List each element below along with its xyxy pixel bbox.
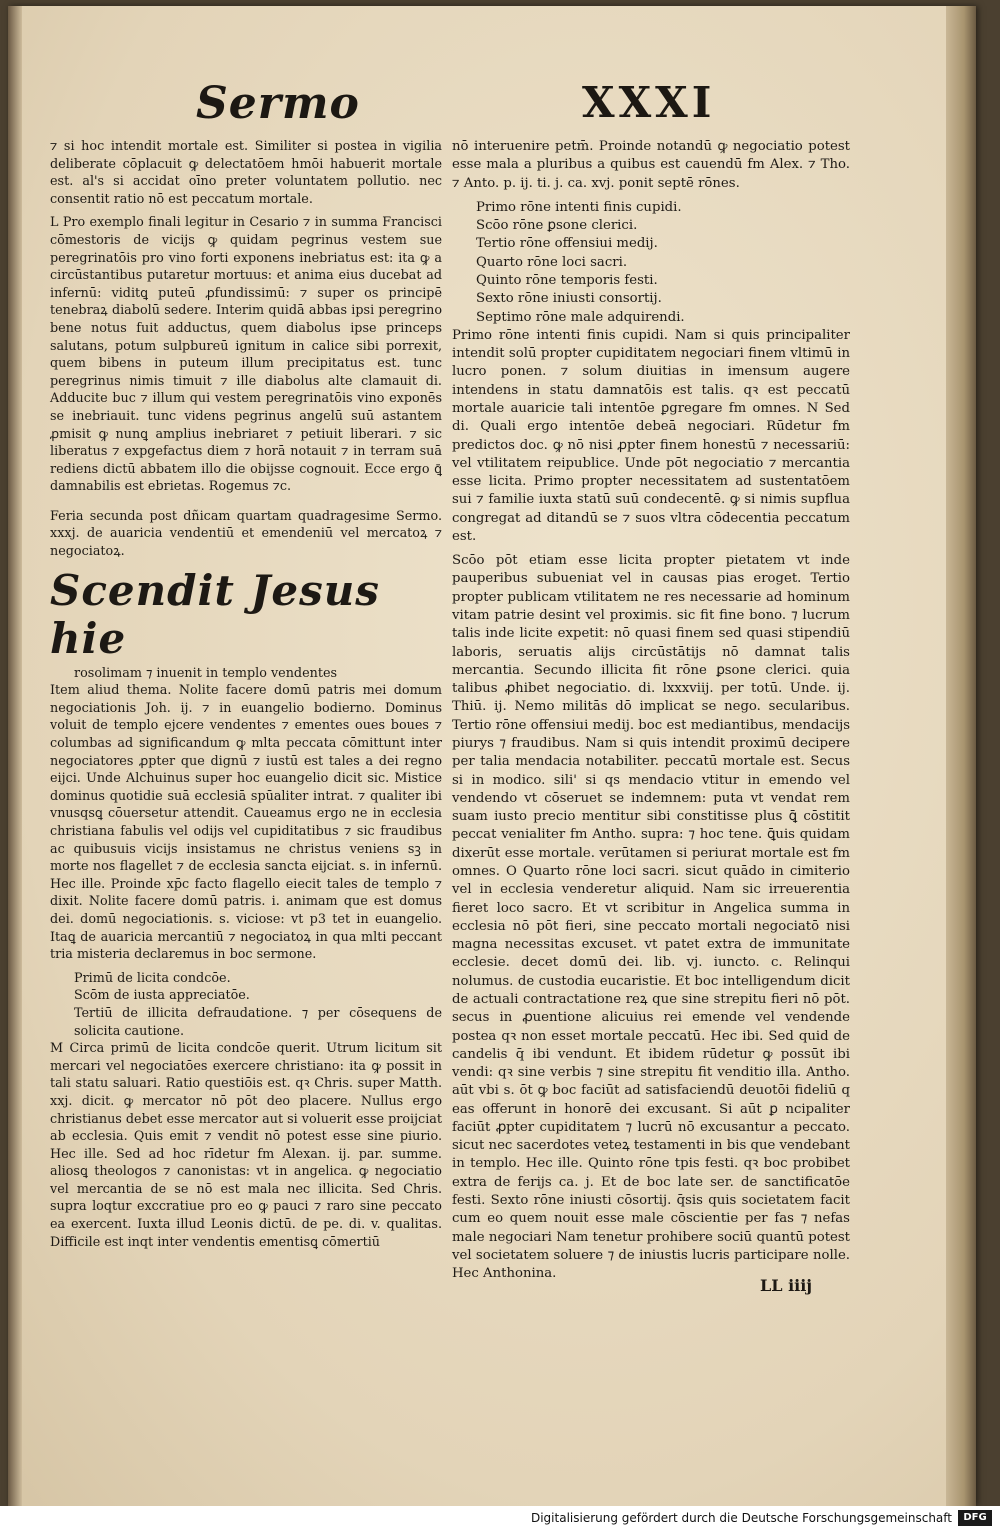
left-paragraph: M Circa primū de licita condcōe querit. Utrum licitum sit mercari vel negociatōes exercere christiano: ita ꝙ possit in tali statu saluari. Ratio questiōis est. qꝛ Chris. super Matth. xxj. dicit. ꝙ mercator nō pōt deo placere. Nullus ergo christianus debet esse mercator aut si voluerit esse proijciat ab ecclesia. Quis emit ⁊ vendit nō potest esse sine piurio. Hec ille. Sed ad hoc rīdetur fm Alexan. ij. par. summe. aliosꝗ theologos ⁊ canonistas: vt in angelica. ꝙ negociatio vel mercantia de se nō est mala nec illicita. Sed Chris. supra loqtur exccratiue pro eo ꝙ pauci ⁊ raro sine peccato ea exercent. Iuxta illud Leonis dictū. de pe. di. v. qualitas. Difficile est inqt inter vendentis ementisꝗ cōmertiū	[50, 1041, 442, 1250]
list-item: Septimo rōne male adquirendi.	[476, 309, 685, 325]
list-item: Primū de licita condcōe.	[74, 970, 231, 986]
signature-mark: LL iiij	[760, 1276, 813, 1295]
running-head-right: XXXI	[582, 78, 716, 127]
page-edge	[946, 6, 976, 1506]
footer-credit: Digitalisierung gefördert durch die Deutsche Forschungsgemeinschaft	[530, 1511, 952, 1525]
left-column	[50, 138, 442, 1257]
list-item: Tertio rōne offensiui medij.	[476, 236, 658, 252]
list-item: Tertiū de illicita defraudatione. ⁊ per cōsequens de solicita cautione.	[74, 1005, 442, 1039]
left-paragraph: Item aliud thema. Nolite facere domū patris mei domum negociationis Joh. ij. ⁊ in euangelio bodierno. Dominus voluit de templo ejcere vendentes ⁊ ementes oues boues ⁊ columbas ad significandum ꝙ mlta peccata cōmittunt inter negociatores ꝓpter que dignū ⁊ iustū est tales a dei regno eijci. Unde Alchuinus super hoc euangelio dicit sic. Mistice dominus quotidie suā ecclesiā spūaliter intrat. ⁊ qualiter ibi vnusqsꝗ cōuersetur attendit. Caueamus ergo ne in ecclesia christiana fabulis vel odijs vel cupiditatibus ⁊ sic fraudibus ac quibusuis vicijs insistamus ne christus veniens sꝫ in morte nos flagellet ⁊ de ecclesia sancta eijciat. s. in infernū. Hec ille. Proinde xp̄c facto flagello eiecit tales de templo ⁊ dixit. Nolite facere domū patris. i. animam que est domus dei. domū negociationis. s. viciose: vt p3 tet in euangelio. Itaꝗ de auaricia mercantiū ⁊ negociatoꝝ in qua mlti peccant tria misteria declaremus in boc sermone.	[50, 683, 442, 963]
list-item: Primo rōne intenti finis cupidi.	[476, 199, 682, 215]
list-item: Quarto rōne loci sacri.	[476, 254, 628, 270]
sermon-incipit: Scendit Jesus hie	[50, 565, 380, 663]
incipit-continuation: rosolimam ⁊ inuenit in templo vendentes	[74, 665, 338, 681]
digitization-footer	[0, 1506, 1000, 1531]
dfg-logo-icon: DFG	[958, 1510, 992, 1526]
right-paragraph: Scōo pōt etiam esse licita propter pietatem vt inde pauperibus subueniat vel in causas pias eroget. Tertio propter publicam vtilitatem ne res necessarie ad hominum vitam patrie desint vel proximis. sic fit fine bono. ⁊ lucrum talis inde licite expetit: nō quasi finem sed quasi stipendiū laboris, seruatis alijs circūstātijs nō damnat talis mercantia. Secundo illicita fit rōne ꝑsone clerici. quia talibus ꝓhibet negociatio. di. lxxxviij. per totū. Unde. ij. Thiū. ij. Nemo militās dō implicat se nego. secularibus. Tertio rōne offensiui medij. boc est mediantibus, mendacijs piurys ⁊ fraudibus. Nam si quis intendit proximū decipere per talia mendacia notabiliter. peccatū mortale est. Secus si in modico. sili' si qs mendacio vtitur in emendo vel vendendo vt cōseruet se indemnem: puta vt vendat rem suam iusto precio mentitur sibi constitisse plus ꝗ̄ cōstitit peccat venialiter fm Antho. supra: ⁊ hoc tene. ꝗ̄uis quidam dixerūt esse mortale. verūtamen si periurat mortale est fm omnes. O Quarto rōne loci sacri. sicut quādo in cimiterio vel in ecclesia venderetur aliquid. Nam sic irreuerentia fieret loco sacro. Et vt scribitur in Angelica summa in ecclesia nō pōt fieri, sine peccato mortali negociatō nisi magna necessitas excuset. vt patet extra de immunitate ecclesie. decet domū dei. lib. vj. iuncto. c. Relinqui nolumus. de custodia eucaristie. Et boc intelligendum dicit de actuali contractatione reꝝ que sine strepitu fieri nō pōt. secus in ꝓuentione alicuius rei emende vel vendende postea qꝛ non esset mortale peccatū. Hec ibi. Sed quid de candelis q̄ ibi vendunt. Et ibidem rūdetur ꝙ possūt ibi vendi: qꝛ sine verbis ⁊ sine strepitu fit venditio illa. Antho. aūt vbi s. ōt ꝙ boc faciūt ad satisfaciendū deuotōi fideliū q eas offerunt in honorē dei excusant. Si aūt ꝑ ncipaliter faciūt ꝓpter cupiditatem ⁊ lucrū nō excusantur a peccato. sicut nec sacerdotes veteꝝ testamenti in bis que vendebant in templo. Hec ille. Quinto rōne tpis festi. qꝛ boc probibet extra de ferijs ca. j. Et de boc late ser. de sanctificatōe festi. Sexto rōne iniusti cōsortij. q̄sis quis societatem facit cum eo quem nouit esse male cōscientie per fas ⁊ nefas male negociari Nam tenetur prohibere sociū quantū potest vel societatem soluere ⁊ de iniustis lucris participare nolle. Hec Anthonina.	[452, 553, 850, 1282]
left-paragraph: L Pro exemplo finali legitur in Cesario ⁊ in summa Francisci cōmestoris de vicijs ꝙ quidam pegrinus vestem sue peregrinatōis pro vino forti exponens inebriatus est: ita ꝙ a circūstantibus putaretur mortuus: et anima eius ducebat ad infernū: viditꝗ puteū ꝓfundissimū: ⁊ super os principē tenebraꝝ diabolū sedere. Interim quidā abbas ipsi peregrino bene notus fuit adductus, quem diabolus ipse princeps salutans, potum sulpbureū ignitum in calice sibi porrexit, quem bibens in puteum illum precipitatus est. tunc peregrinus nimis timuit ⁊ ille diabolus alte clamauit di. Adducite buc ⁊ illum qui vestem peregrinatōis vino exponēs se inebriauit. tunc videns pegrinus angelū suū astantem ꝓmisit ꝙ nunꝗ amplius inebriaret ⁊ petiuit liberari. ⁊ sic liberatus ⁊ expgefactus diem ⁊ horā notauit ⁊ in terram suā rediens dictū abbatem illo die obijsse cognouit. Ecce ergo ꝗ̄ damnabilis est ebrietas. Rogemus ⁊c.	[50, 215, 442, 495]
right-paragraph: Primo rōne intenti finis cupidi. Nam si quis principaliter intendit solū propter cupiditatem negociari finem vltimū in lucro ponen. ⁊ solum diuitias in imensum augere intendens in statu damnatōis est talis. qꝛ est peccatū mortale auaricie tali intentōe ꝑgregare fm omnes. N Sed di. Quali ergo intentōe debeā negociari. Rūdetur fm predictos doc. ꝙ nō nisi ꝓpter finem honestū ⁊ necessariū: vel vtilitatem reipublice. Unde pōt negociatio ⁊ mercantia esse licita. Primo propter necessitatem ad sustentatōem sui ⁊ familie iuxta statū suū condecentē. ꝙ si nimis supflua congregat ad ditandū se ⁊ suos vltra cōdecentia peccatum est.	[452, 327, 850, 544]
list-item: Scōm de iusta appreciatōe.	[74, 988, 250, 1004]
left-paragraph: ⁊ si hoc intendit mortale est. Similiter si postea in vigilia deliberate cōplacuit ꝙ delectatōem hmōi habuerit mortale est. al's si accidat oīno preter voluntatem pollutio. nec consentit ratio nō est peccatum mortale.	[50, 139, 442, 207]
list-item: Sexto rōne iniusti consortij.	[476, 291, 662, 307]
list-item: Scōo rōne ꝑsone clerici.	[476, 218, 638, 234]
page-gutter	[8, 6, 22, 1506]
sermon-rubric: Feria secunda post dñicam quartam quadragesime Sermo. xxxj. de auaricia vendentiū et emendeniū vel mercatoꝝ ⁊ negociatoꝝ.	[50, 508, 442, 560]
right-paragraph: nō interuenire petm̄. Proinde notandū ꝙ negociatio potest esse mala a pluribus a quibus est cauendū fm Alex. ⁊ Tho. ⁊ Anto. p. ij. ti. j. ca. xvj. ponit septē rōnes.	[452, 139, 850, 191]
list-item: Quinto rōne temporis festi.	[476, 272, 658, 288]
running-head-left: Sermo	[196, 78, 360, 129]
right-column	[452, 138, 850, 1289]
